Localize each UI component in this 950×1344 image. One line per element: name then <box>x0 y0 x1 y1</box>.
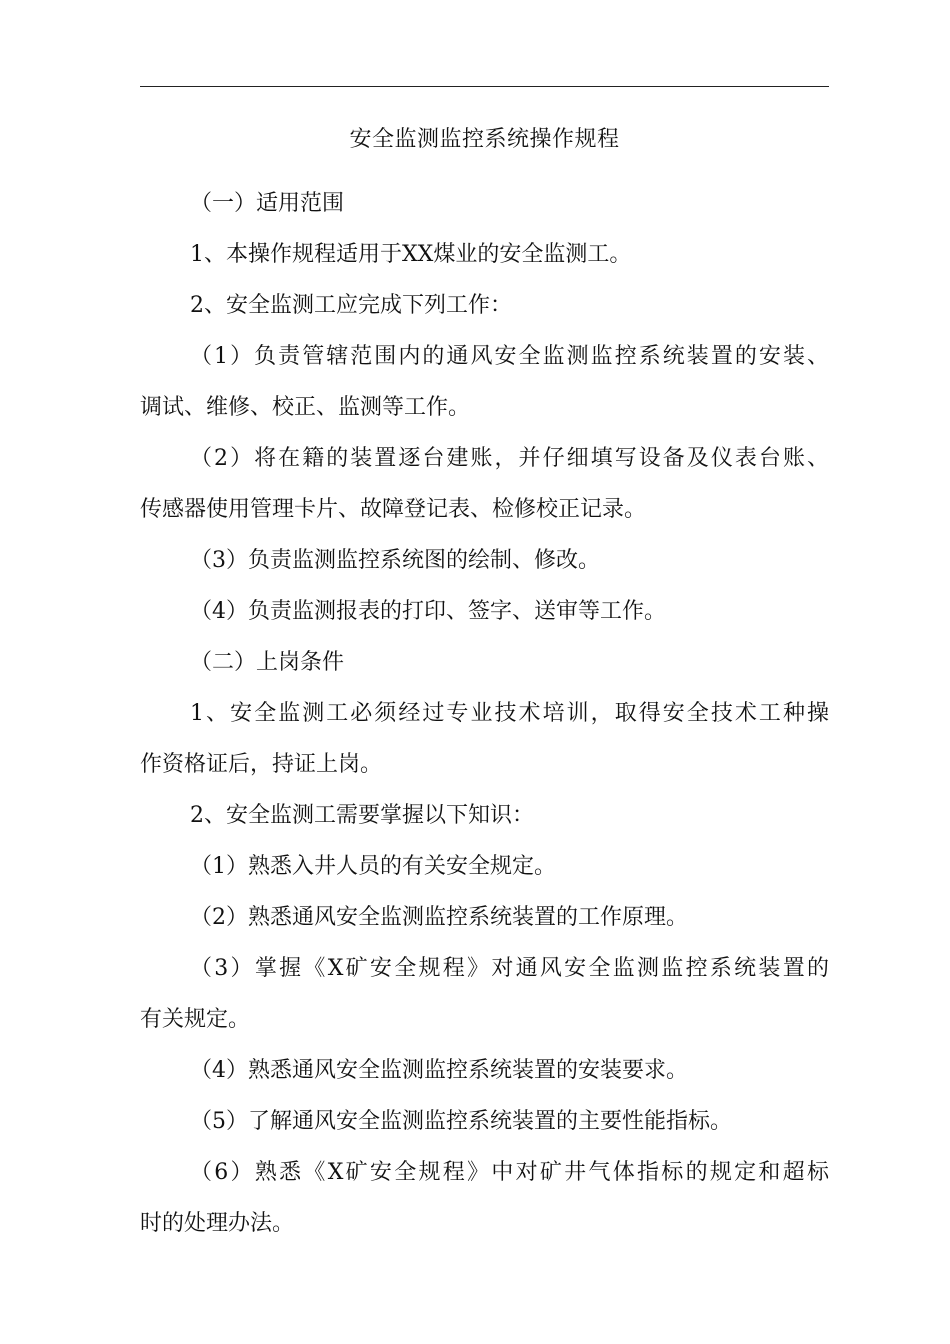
paragraph-line: （4）熟悉通风安全监测监控系统装置的安装要求。 <box>190 1058 688 1083</box>
paragraph-line: 时的处理办法。 <box>140 1211 295 1236</box>
paragraph-line: 调试、维修、校正、监测等工作。 <box>140 395 471 420</box>
paragraph-line: （1）负责管辖范围内的通风安全监测监控系统装置的安装、 <box>190 344 829 369</box>
paragraph-line: 2、安全监测工应完成下列工作： <box>190 293 512 318</box>
section-heading-scope: （一）适用范围 <box>190 191 345 216</box>
paragraph-line: 作资格证后，持证上岗。 <box>140 752 383 777</box>
header-rule <box>140 86 829 87</box>
document-title: 安全监测监控系统操作规程 <box>349 127 620 152</box>
paragraph-line: 2、安全监测工需要掌握以下知识： <box>190 803 534 828</box>
paragraph-line: （3）掌握《X矿安全规程》对通风安全监测监控系统装置的 <box>190 956 829 981</box>
paragraph-line: （5）了解通风安全监测监控系统装置的主要性能指标。 <box>190 1109 732 1134</box>
paragraph-line: （4）负责监测报表的打印、签字、送审等工作。 <box>190 599 666 624</box>
paragraph-line: （3）负责监测监控系统图的绘制、修改。 <box>190 548 600 573</box>
paragraph-line: （6）熟悉《X矿安全规程》中对矿井气体指标的规定和超标 <box>190 1160 829 1185</box>
paragraph-line: 有关规定。 <box>140 1007 251 1032</box>
paragraph-line: （2）将在籍的装置逐台建账，并仔细填写设备及仪表台账、 <box>190 446 829 471</box>
paragraph-line: （2）熟悉通风安全监测监控系统装置的工作原理。 <box>190 905 688 930</box>
paragraph-line: 1、本操作规程适用于XX煤业的安全监测工。 <box>190 242 632 267</box>
document-body <box>140 178 829 1249</box>
paragraph-line: 传感器使用管理卡片、故障登记表、检修校正记录。 <box>140 497 647 522</box>
paragraph-line: （1）熟悉入井人员的有关安全规定。 <box>190 854 556 879</box>
paragraph-line: 1、安全监测工必须经过专业技术培训，取得安全技术工种操 <box>190 701 829 726</box>
section-heading-requirements: （二）上岗条件 <box>190 650 345 675</box>
